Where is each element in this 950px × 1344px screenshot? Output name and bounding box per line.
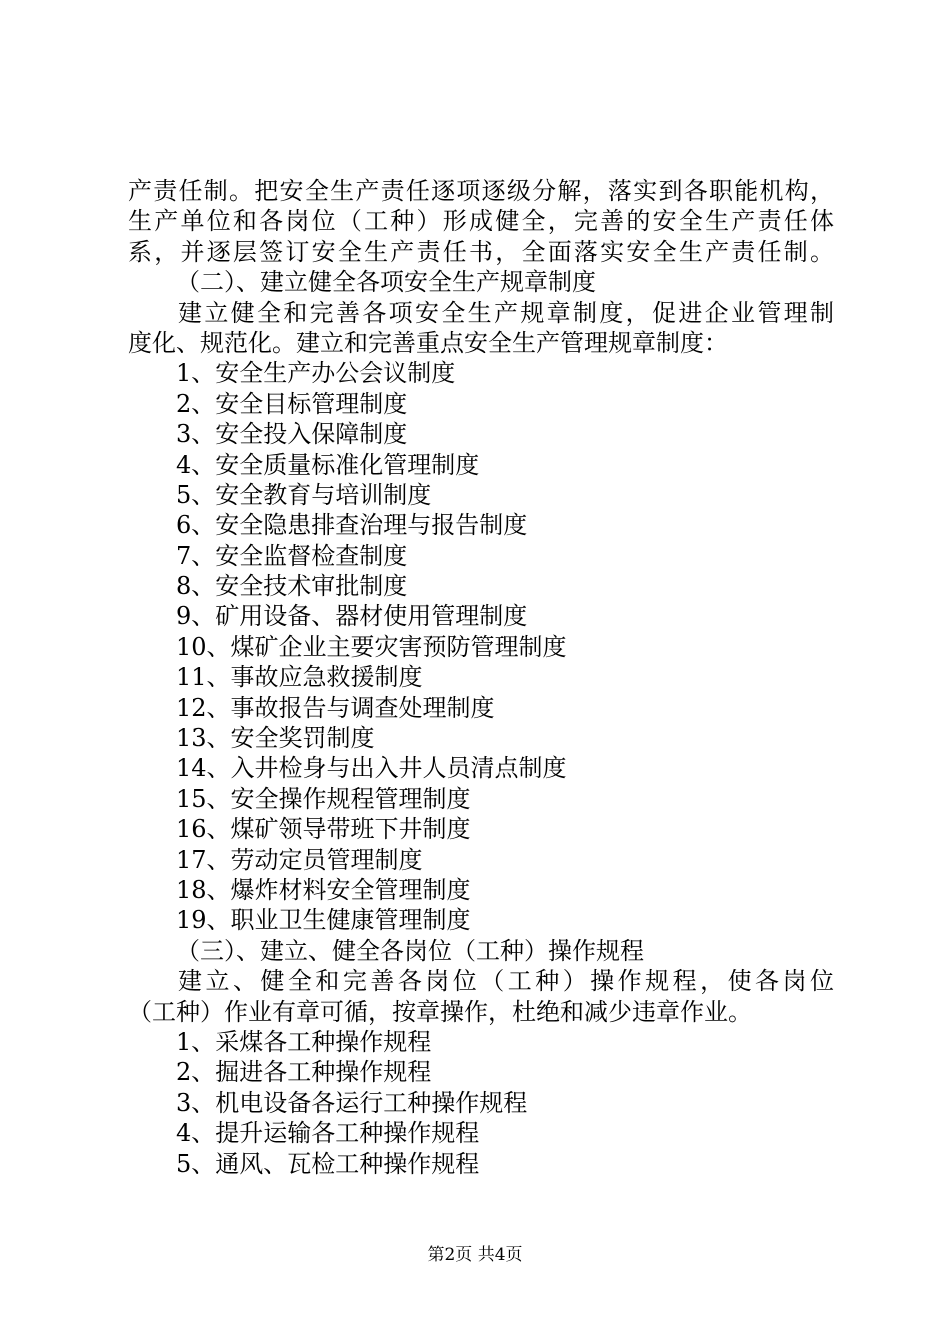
text-line: 5、安全教育与培训制度 — [176, 480, 432, 509]
text-line: 3、安全投入保障制度 — [176, 420, 408, 449]
text-line: 建立健全和完善各项安全生产规章制度，促进企业管理制 — [178, 298, 834, 327]
text-line: 10、煤矿企业主要灾害预防管理制度 — [176, 632, 567, 661]
text-line: 12、事故报告与调查处理制度 — [176, 693, 495, 722]
text-line: 19、职业卫生健康管理制度 — [176, 906, 471, 935]
text-line: 15、安全操作规程管理制度 — [176, 784, 471, 813]
text-line: 17、劳动定员管理制度 — [176, 845, 423, 874]
text-line: 2、安全目标管理制度 — [176, 389, 408, 418]
text-line: 5、通风、瓦检工种操作规程 — [176, 1149, 480, 1178]
text-line: （三）、建立、健全各岗位（工种）操作规程 — [176, 936, 644, 965]
page-footer: 第2页 共4页 — [427, 1245, 523, 1265]
text-line: 1、采煤各工种操作规程 — [176, 1027, 432, 1056]
text-line: 生产单位和各岗位（工种）形成健全，完善的安全生产责任体 — [128, 207, 834, 236]
text-line: 系，并逐层签订安全生产责任书，全面落实安全生产责任制。 — [128, 237, 834, 266]
text-line: 1、安全生产办公会议制度 — [176, 359, 456, 388]
text-line: 产责任制。把安全生产责任逐项逐级分解，落实到各职能机构， — [128, 177, 834, 205]
text-line: 度化、规范化。建立和完善重点安全生产管理规章制度： — [128, 328, 728, 357]
text-line: 16、煤矿领导带班下井制度 — [176, 815, 471, 844]
text-line: 9、矿用设备、器材使用管理制度 — [176, 602, 528, 631]
text-line: 4、提升运输各工种操作规程 — [176, 1119, 480, 1148]
text-line: 建立、健全和完善各岗位（工种）操作规程，使各岗位 — [178, 967, 834, 996]
text-line: 6、安全隐患排查治理与报告制度 — [176, 511, 528, 540]
text-line: 3、机电设备各运行工种操作规程 — [176, 1088, 528, 1117]
text-line: 18、爆炸材料安全管理制度 — [176, 875, 471, 904]
text-line: 14、入井检身与出入井人员清点制度 — [176, 754, 567, 783]
text-line: （二）、建立健全各项安全生产规章制度 — [176, 268, 596, 297]
text-line: 11、事故应急救援制度 — [176, 663, 423, 692]
text-line: 7、安全监督检查制度 — [176, 541, 408, 570]
text-line: 8、安全技术审批制度 — [176, 572, 408, 601]
text-line: 2、掘进各工种操作规程 — [176, 1058, 432, 1087]
text-line: 13、安全奖罚制度 — [176, 724, 375, 753]
document-body — [128, 176, 834, 1179]
text-line: 4、安全质量标准化管理制度 — [176, 450, 480, 479]
text-line: （工种）作业有章可循，按章操作，杜绝和减少违章作业。 — [128, 997, 752, 1026]
